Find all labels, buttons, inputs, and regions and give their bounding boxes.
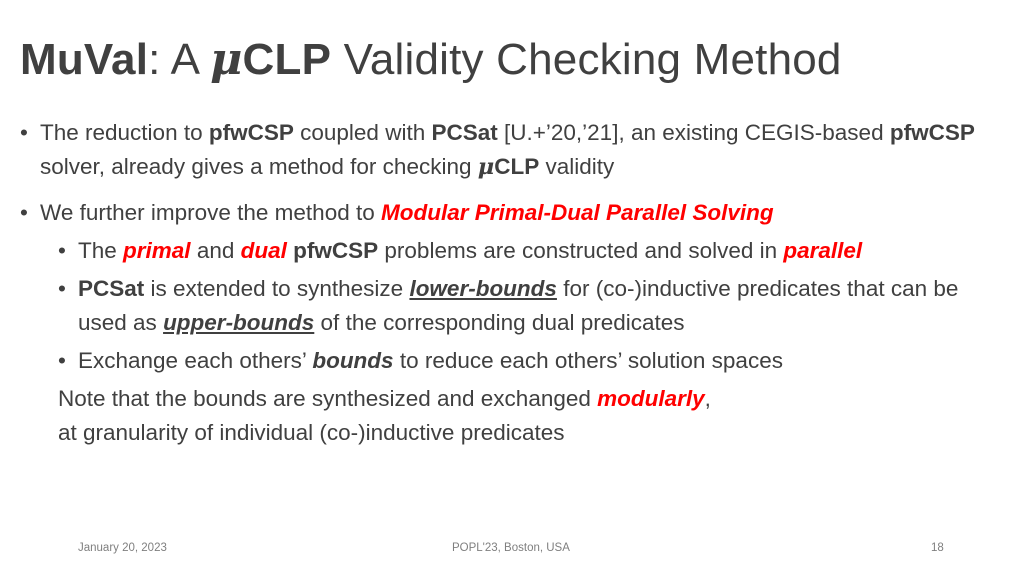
footer-page-number: 18 (931, 542, 944, 554)
term-pcsat: PCSat (431, 120, 498, 145)
term-pfwcsp: pfwCSP (293, 238, 379, 263)
highlight-modular-primal-dual: Modular Primal-Dual Parallel Solving (381, 200, 774, 225)
highlight-parallel: parallel (783, 238, 863, 263)
text: The reduction to (40, 120, 209, 145)
highlight-modularly: modularly (597, 386, 705, 411)
slide-title (20, 32, 842, 88)
subbullet-pcsat-extended (20, 272, 1005, 340)
text: coupled with (293, 120, 432, 145)
footer-date: January 20, 2023 (78, 542, 167, 554)
mu-symbol: μ (477, 154, 495, 180)
bullet-improve (20, 196, 1005, 230)
text: is extended to synthesize (144, 276, 410, 301)
text: at granularity of individual (co-)inductive predicates (58, 420, 565, 445)
text: problems are constructed and solved in (378, 238, 784, 263)
text: [U.+’20,’21], an existing CEGIS-based (497, 120, 890, 145)
term-pfwcsp: pfwCSP (889, 120, 975, 145)
highlight-dual: dual (240, 238, 287, 263)
text: solver, already gives a method for checking (40, 154, 478, 179)
text: , (704, 386, 711, 411)
footer-venue: POPL'23, Boston, USA (452, 542, 570, 554)
subbullet-exchange (20, 344, 1005, 378)
term-upper-bounds: upper-bounds (163, 310, 315, 335)
title-muval: MuVal (20, 35, 149, 84)
title-mu-symbol: μ (210, 34, 243, 85)
text: for (co-)inductive predicates that can be used as (78, 276, 959, 335)
text: and (190, 238, 241, 263)
text: The (78, 238, 124, 263)
text: We further improve the method to (40, 200, 381, 225)
text: validity (539, 154, 615, 179)
term-pcsat: PCSat (78, 276, 145, 301)
text: Note that the bounds are synthesized and exchanged (58, 386, 598, 411)
note-paragraph (20, 382, 1005, 450)
text: to reduce each others’ solution spaces (393, 348, 783, 373)
title-colon-a: : A (148, 35, 211, 84)
title-clp: CLP (242, 35, 332, 84)
subbullet-primal-dual (20, 234, 1005, 268)
text: Exchange each others’ (78, 348, 313, 373)
text: of the corresponding dual predicates (314, 310, 685, 335)
title-rest: Validity Checking Method (331, 35, 842, 84)
term-clp: CLP (494, 154, 540, 179)
highlight-primal: primal (123, 238, 191, 263)
slide-body (20, 116, 1005, 450)
term-lower-bounds: lower-bounds (409, 276, 557, 301)
bullet-reduction (20, 116, 1005, 184)
term-bounds: bounds (312, 348, 394, 373)
term-pfwcsp: pfwCSP (208, 120, 294, 145)
